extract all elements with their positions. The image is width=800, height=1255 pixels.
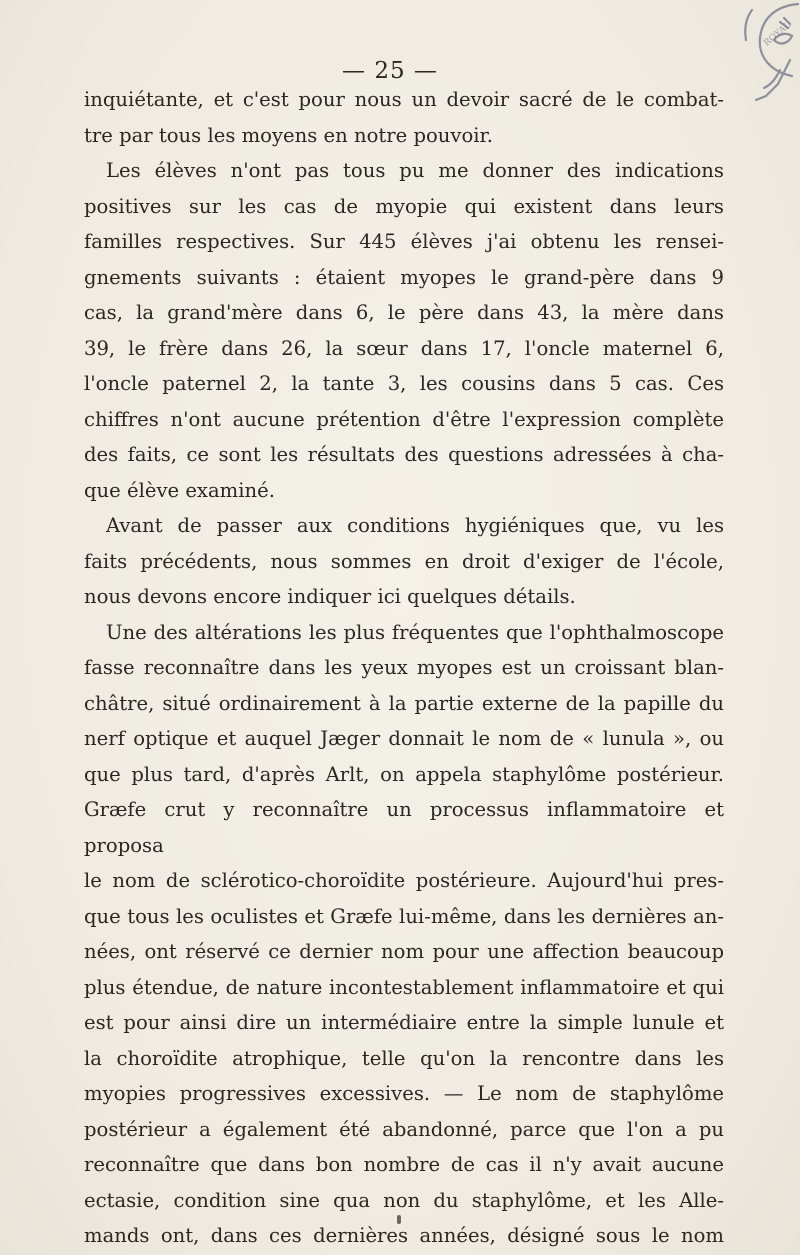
text-line: familles respectives. Sur 445 élèves j'ai obtenu les rensei- [84, 230, 724, 253]
text-line: châtre, situé ordinairement à la partie externe de la papille du [84, 691, 724, 715]
text-line: Les élèves n'ont pas tous pu me donner des indications [106, 159, 724, 182]
text-line: nous devons encore indiquer ici quelques détails. [84, 585, 576, 608]
text-line: Une des altérations les plus fréquentes que l'ophthalmoscope [106, 620, 724, 644]
text-line: plus étendue, de nature incontestablement inflammatoire et qui [84, 975, 724, 999]
text-line: le nom de sclérotico-choroïdite postérieure. Aujourd'hui pres- [84, 869, 724, 892]
text-line: des faits, ce sont les résultats des questions adressées à cha- [84, 443, 724, 466]
text-line: reconnaître que dans bon nombre de cas il n'y avait aucune [84, 1153, 724, 1176]
text-line: inquiétante, et c'est pour nous un devoir sacré de le combat- [84, 88, 724, 111]
text-line: gnements suivants : étaient myopes le grand-père dans 9 [84, 265, 724, 289]
page-number: — 25 — [342, 58, 438, 84]
text-line: nerf optique et auquel Jæger donnait le nom de « lunula », ou [84, 727, 724, 750]
text-line: chiffres n'ont aucune prétention d'être l'expression complète [84, 407, 724, 431]
text-line: la choroïdite atrophique, telle qu'on la rencontre dans les [84, 1046, 724, 1070]
svg-text:ROYAL: ROYAL [762, 20, 794, 49]
text-line: fasse reconnaître dans les yeux myopes est un croissant blan- [84, 656, 724, 679]
text-line: cas, la grand'mère dans 6, le père dans 43, la mère dans [84, 301, 724, 324]
text-line: mands ont, dans ces dernières années, désigné sous le nom [84, 1224, 724, 1247]
text-line: que élève examiné. [84, 478, 275, 502]
text-line: est pour ainsi dire un intermédiaire entre la simple lunule et [84, 1011, 724, 1034]
text-line: postérieur a également été abandonné, parce que l'on a pu [84, 1117, 724, 1141]
text-line: tre par tous les moyens en notre pouvoir. [84, 123, 493, 147]
text-line: que tous les oculistes et Græfe lui-même, dans les dernières an- [84, 904, 724, 928]
text-line: Avant de passer aux conditions hygiéniques que, vu les [106, 514, 724, 537]
page-edge-mark [397, 1215, 401, 1224]
text-line: ectasie, condition sine qua non du staphylôme, et les Alle- [84, 1188, 724, 1212]
text-line: l'oncle paternel 2, la tante 3, les cousins dans 5 cas. Ces [84, 372, 724, 395]
text-line: faits précédents, nous sommes en droit d'exiger de l'école, [84, 549, 724, 573]
text-line: nées, ont réservé ce dernier nom pour une affection beaucoup [84, 940, 724, 963]
page-text [84, 82, 724, 1254]
text-line: myopies progressives excessives. — Le nom de staphylôme [84, 1082, 724, 1105]
text-line: Græfe crut y reconnaître un processus inflammatoire et proposa [84, 798, 724, 857]
text-line: positives sur les cas de myopie qui existent dans leurs [84, 194, 724, 218]
text-line: que plus tard, d'après Arlt, on appela staphylôme postérieur. [84, 762, 724, 786]
text-line: 39, le frère dans 26, la sœur dans 17, l'oncle maternel 6, [84, 336, 724, 360]
